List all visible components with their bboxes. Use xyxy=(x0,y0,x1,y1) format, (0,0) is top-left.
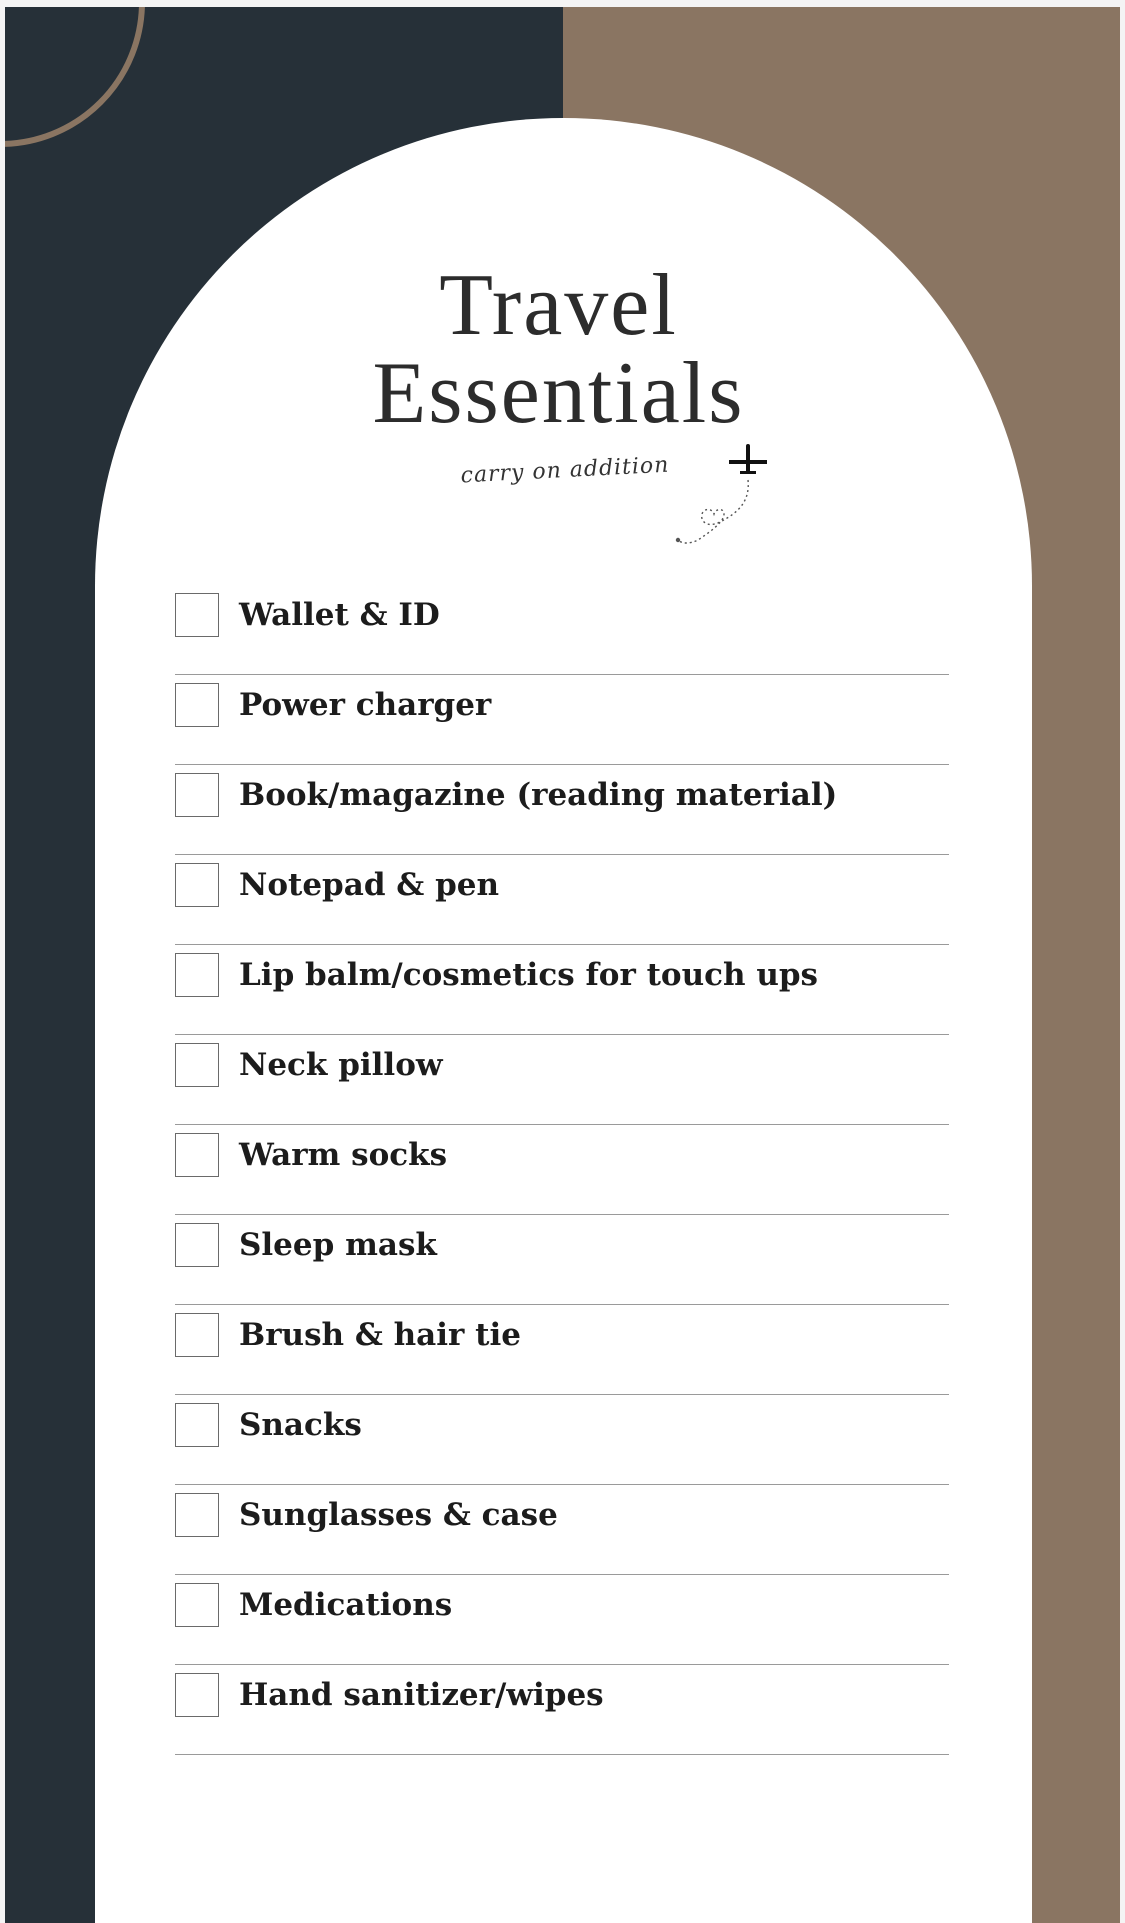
checklist-item-label: Lip balm/cosmetics for touch ups xyxy=(239,957,818,993)
checkbox[interactable] xyxy=(175,953,219,997)
checklist-item xyxy=(175,765,949,855)
checklist-item xyxy=(175,1665,949,1755)
checklist-item xyxy=(175,1485,949,1575)
checkbox[interactable] xyxy=(175,1493,219,1537)
checkbox[interactable] xyxy=(175,593,219,637)
checkbox[interactable] xyxy=(175,1133,219,1177)
checklist-item xyxy=(175,1305,949,1395)
checkbox[interactable] xyxy=(175,863,219,907)
heart-flight-path-icon xyxy=(678,480,748,543)
checklist-item xyxy=(175,855,949,945)
checklist-item-label: Warm socks xyxy=(239,1137,448,1173)
checkbox[interactable] xyxy=(175,683,219,727)
subtitle: carry on addition xyxy=(460,452,670,489)
checklist xyxy=(175,585,949,1755)
checklist-item-label: Snacks xyxy=(239,1407,362,1443)
checkbox[interactable] xyxy=(175,773,219,817)
checkbox[interactable] xyxy=(175,1673,219,1717)
checklist-item xyxy=(175,1125,949,1215)
corner-ring-decoration xyxy=(5,7,145,147)
checklist-item-label: Hand sanitizer/wipes xyxy=(239,1677,604,1713)
checklist-item xyxy=(175,675,949,765)
checklist-item-label: Book/magazine (reading material) xyxy=(239,777,838,813)
checklist-item xyxy=(175,1035,949,1125)
checklist-item-label: Brush & hair tie xyxy=(239,1317,521,1353)
airplane-icon xyxy=(670,440,780,550)
checklist-item-label: Sleep mask xyxy=(239,1227,437,1263)
checklist-item-label: Wallet & ID xyxy=(239,597,440,633)
checkbox[interactable] xyxy=(175,1313,219,1357)
checkbox[interactable] xyxy=(175,1223,219,1267)
checklist-item-label: Notepad & pen xyxy=(239,867,500,903)
checklist-item-label: Medications xyxy=(239,1587,453,1623)
checklist-item-label: Power charger xyxy=(239,687,492,723)
checklist-item xyxy=(175,585,949,675)
title-line-2: Essentials xyxy=(372,345,745,442)
title-line-1: Travel xyxy=(439,257,678,354)
checkbox[interactable] xyxy=(175,1043,219,1087)
checkbox[interactable] xyxy=(175,1403,219,1447)
checklist-item xyxy=(175,1575,949,1665)
checklist-item xyxy=(175,945,949,1035)
checklist-item xyxy=(175,1215,949,1305)
checkbox[interactable] xyxy=(175,1583,219,1627)
checklist-item xyxy=(175,1395,949,1485)
checklist-item-label: Neck pillow xyxy=(239,1047,443,1083)
checklist-item-label: Sunglasses & case xyxy=(239,1497,558,1533)
